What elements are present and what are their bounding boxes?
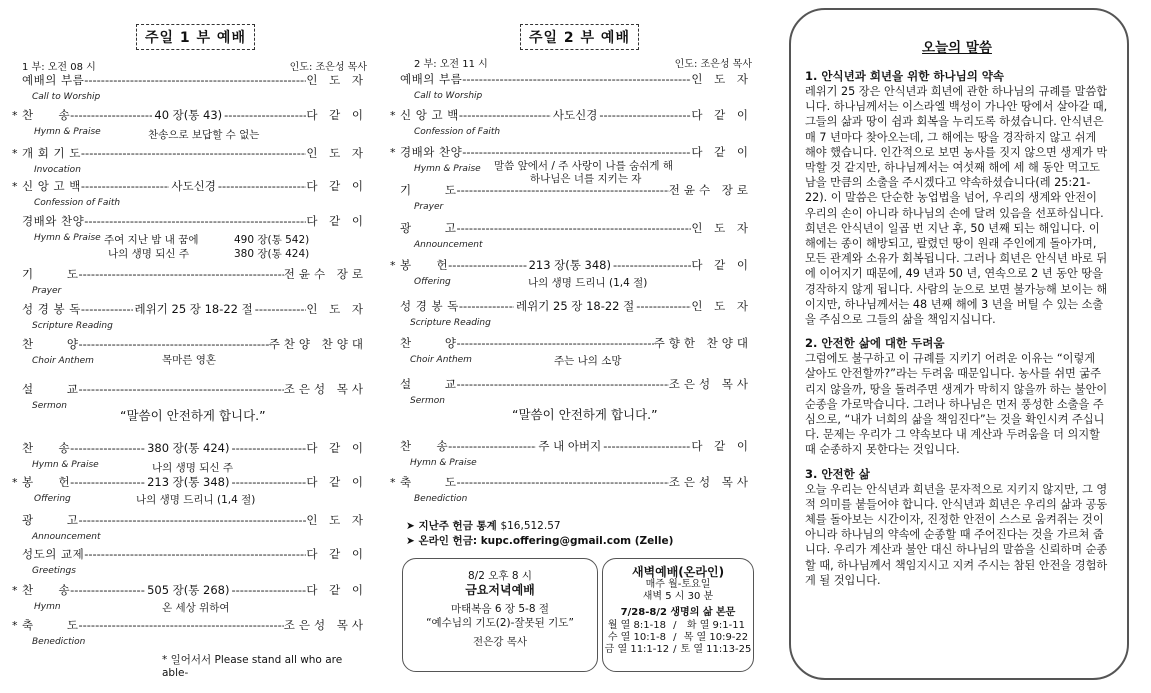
item-leader: 인 도 자 bbox=[306, 302, 368, 316]
item-english: Call to Worship bbox=[414, 91, 483, 101]
item-name: 찬 양 bbox=[400, 336, 457, 350]
order-item bbox=[400, 438, 752, 454]
item-leader: 다 같 이 bbox=[691, 439, 752, 453]
stand-marker: * bbox=[390, 146, 396, 159]
praise-note-2: 하나님은 너를 지키는 자 bbox=[530, 173, 642, 185]
item-english: Choir Anthem bbox=[410, 355, 472, 365]
leader-dots bbox=[78, 618, 283, 632]
item-leader: 다 같 이 bbox=[306, 179, 368, 193]
friday-preacher: 전은강 목사 bbox=[472, 636, 528, 648]
stand-marker: * bbox=[12, 180, 18, 193]
item-leader: 인 도 자 bbox=[306, 513, 367, 527]
leader-dots bbox=[70, 108, 152, 122]
item-leader: 다 같 이 bbox=[691, 108, 753, 122]
item-english: Confession of Faith bbox=[34, 198, 121, 208]
leader-dots bbox=[459, 108, 551, 122]
todays-word-panel bbox=[789, 8, 1129, 680]
item-name: 봉 헌 bbox=[400, 258, 449, 272]
item-leader: 조은성 목사 bbox=[668, 377, 752, 391]
reading-separator: / bbox=[673, 632, 677, 643]
order-item bbox=[22, 336, 367, 352]
item-leader: 다 같 이 bbox=[306, 441, 368, 455]
stand-marker: * bbox=[12, 584, 18, 597]
item-english: Hymn & Praise bbox=[34, 233, 101, 243]
friday-theme: “예수님의 기도(2)-잘못된 기도” bbox=[426, 617, 574, 629]
stand-marker: * bbox=[12, 619, 18, 632]
leader-dots bbox=[84, 547, 306, 561]
leader-dots bbox=[78, 382, 283, 396]
order-item bbox=[22, 440, 367, 456]
item-leader: 전윤수 장로 bbox=[668, 183, 752, 197]
order-item bbox=[390, 107, 753, 123]
item-name: 찬 송 bbox=[22, 108, 71, 122]
item-name: 성도의 교제 bbox=[22, 547, 85, 561]
item-detail: 213 장(통 348) bbox=[147, 475, 230, 489]
item-english: Prayer bbox=[414, 202, 444, 212]
offering-value: $16,512.57 bbox=[500, 520, 561, 532]
item-leader: 주찬양 찬양대 bbox=[268, 337, 367, 351]
stand-marker: * bbox=[390, 476, 396, 489]
online-offering: ➤ 온라인 헌금: kupc.offering@gmail.com (Zelle) bbox=[406, 535, 674, 547]
item-english: Benediction bbox=[414, 494, 468, 504]
item-name: 찬 송 bbox=[400, 439, 449, 453]
online-offering-label: 온라인 헌금: kupc.offering@gmail.com (Zelle) bbox=[418, 535, 674, 547]
praise-song-1 bbox=[104, 232, 310, 247]
leader-dots bbox=[78, 513, 306, 527]
leader-dots bbox=[218, 179, 307, 193]
service1-leader: 인도: 조은성 목사 bbox=[289, 62, 367, 73]
leader-dots bbox=[78, 267, 283, 281]
dawn-days: 매주 월-토요일 bbox=[645, 579, 711, 590]
item-english: Announcement bbox=[32, 532, 101, 542]
order-item bbox=[22, 266, 367, 282]
item-name: 기 도 bbox=[22, 267, 79, 281]
friday-passage: 마태복음 6 장 5-8 절 bbox=[450, 603, 550, 615]
item-note: 주는 나의 소망 bbox=[554, 355, 622, 367]
item-leader: 다 같 이 bbox=[306, 583, 368, 597]
item-english: Sermon bbox=[32, 401, 67, 411]
reading-entry: 금 열 11:1-12 bbox=[604, 644, 670, 655]
item-note: 목마른 영혼 bbox=[162, 354, 217, 366]
section-body: 오늘 우리는 안식년과 희년을 문자적으로 지키지 않지만, 그 영적 의미를 붙들어야 합니다. 안식년과 희년은 우리의 삶과 공동체를 돌아보는 시간이자, 진정한 안전이 스스로 움켜쥐는 것이 아니라 하나님의 약속에 순종할 때 주어진다는 것을 가르쳐 줍니다. 우리가 계산과 불안 대신 하나님의 말씀을 신뢰하며 순종할 때, 하나님께서 책임지시고 지켜 주시는 참된 안전을 경험하게 될 것입니다. bbox=[805, 482, 1108, 587]
item-english: Hymn & Praise bbox=[414, 164, 481, 174]
section-heading: 3. 안전한 삶 bbox=[805, 466, 870, 481]
order-item bbox=[12, 145, 367, 161]
item-leader: 다 같 이 bbox=[691, 258, 753, 272]
item-name: 설 교 bbox=[400, 377, 457, 391]
item-leader: 조은성 목사 bbox=[668, 475, 752, 489]
leader-dots bbox=[448, 258, 526, 272]
stand-footnote: * 일어서서 Please stand all who are able- bbox=[162, 654, 343, 679]
leader-dots bbox=[456, 336, 653, 350]
leader-dots bbox=[224, 108, 306, 122]
item-name: 찬 송 bbox=[22, 441, 71, 455]
item-name: 예배의 부름 bbox=[22, 73, 85, 87]
service1-sermon-title: “말씀이 안전하게 합니다.” bbox=[120, 408, 266, 423]
service1-title: 주일 1 부 예배 bbox=[136, 24, 255, 50]
order-item bbox=[22, 381, 367, 397]
offering-stats: ➤ 지난주 헌금 통계 $16,512.57 bbox=[406, 520, 561, 532]
service2-header bbox=[400, 55, 752, 70]
service2-leader: 인도: 조은성 목사 bbox=[674, 59, 752, 70]
leader-dots bbox=[81, 302, 133, 316]
item-english: Benediction bbox=[32, 637, 86, 647]
praise-song-number: 380 장(통 424) bbox=[234, 248, 310, 260]
leader-dots bbox=[84, 214, 306, 228]
order-item bbox=[390, 474, 752, 490]
order-item bbox=[400, 335, 752, 351]
item-detail: 213 장(통 348) bbox=[528, 258, 611, 272]
reading-entry: 토 열 11:13-25 bbox=[680, 644, 752, 655]
order-item bbox=[22, 546, 367, 562]
order-item bbox=[22, 512, 367, 528]
item-leader: 다 같 이 bbox=[306, 475, 368, 489]
item-detail: 레위기 25 장 18-22 절 bbox=[134, 302, 253, 316]
reading-entry: 월 열 8:1-18 bbox=[607, 620, 666, 631]
item-leader: 다 같 이 bbox=[306, 108, 368, 122]
leader-dots bbox=[459, 299, 514, 313]
item-detail: 사도신경 bbox=[552, 108, 598, 122]
item-name: 기 도 bbox=[400, 183, 457, 197]
reading-separator: / bbox=[673, 620, 677, 631]
order-item bbox=[12, 582, 368, 598]
item-leader: 인 도 자 bbox=[306, 73, 367, 87]
item-english: Hymn & Praise bbox=[410, 458, 477, 468]
item-leader: 다 같 이 bbox=[306, 547, 367, 561]
item-note: 온 세상 위하여 bbox=[162, 602, 230, 614]
item-note: 찬송으로 보답할 수 없는 bbox=[148, 129, 260, 141]
item-detail: 주 내 아버지 bbox=[538, 439, 602, 453]
section-heading: 1. 안식년과 희년을 위한 하나님의 약속 bbox=[805, 69, 1005, 83]
item-name: 설 교 bbox=[22, 382, 79, 396]
item-english: Call to Worship bbox=[32, 92, 101, 102]
item-name: 봉 헌 bbox=[22, 475, 71, 489]
dawn-title: 새벽예배(온라인) bbox=[631, 565, 725, 579]
item-english: Offering bbox=[414, 277, 451, 287]
item-english: Confession of Faith bbox=[414, 127, 501, 137]
section-body: 레위기 25 장은 안식년과 희년에 관한 하나님의 규례를 말씀합니다. 하나님께서는 이스라엘 백성이 가나안 땅에서 살아갈 때, 그들의 삶과 땅이 쉼과 회복을 누리도록 하셨습니다. 안식년은 매 7 년마다 찾아오는데, 그 해에는 땅을 경작하지 않고 쉬게 해야 했습니다. 인간적으로 보면 농사를 짓지 않으면 생계가 막막할 것 같지만, 하나님께서는 여섯째 해에 세 해 동안 먹고도 남을 만큼의 소출을 주시겠다고 약속하셨습니다(레 25:21-22). 이 말씀은 단순한 농업법을 넘어, 우리의 생계와 안전이 우리의 손이 아니라 하나님의 손에 달려 있음을 선포하십니다. 희년은 안식년이 일곱 번 지난 후, 50 년째 되는 해입니다. 이 해에는 종이 해방되고, 팔렸던 땅이 원래 주인에게 돌아가며, 모든 관계와 소유가 회복됩니다. 그러나 희년은 안식년 바로 뒤에 이어지기 때문에, 49 년과 50 년, 연속으로 2 년 동안 땅을 경작하지 않게 됩니다. 사람의 눈으로 보면 불가능해 보이는 해이지만, 하나님께서는 48 년째 해에 3 년을 버틸 수 있는 소출을 주심으로 그들의 삶을 책임지십니다. bbox=[805, 85, 1108, 327]
item-detail: 380 장(통 424) bbox=[147, 441, 230, 455]
item-english: Scripture Reading bbox=[32, 321, 113, 331]
item-name: 성 경 봉 독 bbox=[400, 299, 459, 313]
stand-marker: * bbox=[12, 476, 18, 489]
praise-song-title: 주여 지난 밤 내 꿈에 bbox=[104, 234, 199, 246]
item-name: 광 고 bbox=[400, 221, 457, 235]
item-leader: 다 같 이 bbox=[691, 145, 752, 159]
item-english: Announcement bbox=[414, 240, 483, 250]
item-leader: 인 도 자 bbox=[691, 299, 753, 313]
item-name: 예배의 부름 bbox=[400, 72, 463, 86]
leader-dots bbox=[255, 302, 307, 316]
item-name: 경배와 찬양 bbox=[400, 145, 463, 159]
order-item bbox=[400, 71, 752, 87]
service1-header bbox=[22, 58, 367, 73]
item-english: Hymn bbox=[34, 602, 61, 612]
order-item bbox=[22, 72, 367, 88]
item-name: 축 도 bbox=[22, 618, 79, 632]
item-leader: 인 도 자 bbox=[691, 221, 752, 235]
reading-entry: 화 열 9:1-11 bbox=[686, 620, 745, 631]
item-name: 신 앙 고 백 bbox=[22, 179, 81, 193]
item-detail: 레위기 25 장 18-22 절 bbox=[516, 299, 635, 313]
friday-title: 금요저녁예배 bbox=[465, 583, 535, 597]
service2-column bbox=[390, 0, 753, 693]
section-heading: 2. 안전한 삶에 대한 두려움 bbox=[805, 336, 945, 351]
leader-dots bbox=[231, 583, 306, 597]
stand-marker: * bbox=[390, 109, 396, 122]
item-leader: 주향한 찬양대 bbox=[653, 336, 752, 350]
item-note: 나의 생명 되신 주 bbox=[152, 462, 234, 474]
item-name: 찬 양 bbox=[22, 337, 79, 351]
leader-dots bbox=[636, 299, 691, 313]
leader-dots bbox=[231, 441, 306, 455]
item-detail: 40 장(통 43) bbox=[154, 108, 223, 122]
item-note: 나의 생명 드리니 (1,4 절) bbox=[528, 277, 648, 289]
item-leader: 전윤수 장로 bbox=[283, 267, 367, 281]
reading-entry: 수 열 10:1-8 bbox=[607, 632, 666, 643]
service1-time: 1 부: 오전 08 시 bbox=[22, 62, 96, 73]
stand-marker: * bbox=[390, 259, 396, 272]
item-english: Offering bbox=[34, 494, 71, 504]
order-item bbox=[12, 178, 368, 194]
service2-title: 주일 2 부 예배 bbox=[520, 24, 639, 50]
leader-dots bbox=[70, 441, 145, 455]
leader-dots bbox=[456, 475, 668, 489]
dawn-time: 새벽 5 시 30 분 bbox=[642, 591, 714, 602]
leader-dots bbox=[603, 439, 691, 453]
section-body: 그럼에도 불구하고 이 규례를 지키기 어려운 이유는 “이렇게 살아도 안전할까?”라는 두려움 때문입니다. 농사를 쉬면 굶주리지 않을까, 땅을 돌려주면 생계가 막히지 않을까 하는 불안이 순종을 가로막습니다. 그러나 하나님은 먼저 풍성한 소출을 주심으로, “내가 너희의 삶을 책임진다”는 것을 확인시켜 주십니다. 문제는 우리가 그 약속보다 내 계산과 두려움을 더 의지할 때 순종하지 못한다는 것입니다. bbox=[805, 352, 1108, 457]
praise-note-1: 말씀 앞에서 / 주 사랑이 나를 숨쉬게 해 bbox=[494, 160, 674, 172]
order-item bbox=[22, 301, 367, 317]
offering-label: 지난주 헌금 통계 bbox=[418, 520, 497, 532]
leader-dots bbox=[84, 73, 306, 87]
friday-date: 8/2 오후 8 시 bbox=[467, 570, 533, 582]
item-english: Scripture Reading bbox=[410, 318, 491, 328]
service1-column bbox=[12, 0, 368, 693]
reading-plan-title: 7/28-8/2 생명의 삶 본문 bbox=[620, 607, 736, 618]
item-english: Prayer bbox=[32, 286, 62, 296]
item-detail: 사도신경 bbox=[171, 179, 216, 193]
item-english: Greetings bbox=[32, 566, 76, 576]
leader-dots bbox=[81, 146, 306, 160]
item-leader: 조은성 목사 bbox=[283, 382, 367, 396]
item-english: Invocation bbox=[34, 165, 81, 175]
order-item bbox=[22, 213, 367, 229]
service2-sermon-title: “말씀이 안전하게 합니다.” bbox=[512, 407, 658, 422]
leader-dots bbox=[70, 475, 145, 489]
praise-song-2 bbox=[108, 246, 310, 261]
item-name: 축 도 bbox=[400, 475, 457, 489]
praise-song-title: 나의 생명 되신 주 bbox=[108, 248, 190, 260]
stand-marker: * bbox=[12, 147, 18, 160]
reading-separator: / bbox=[673, 644, 677, 655]
leader-dots bbox=[456, 377, 668, 391]
leader-dots bbox=[462, 72, 691, 86]
item-name: 광 고 bbox=[22, 513, 79, 527]
item-english: Hymn & Praise bbox=[32, 460, 99, 470]
todays-word-title: 오늘의 말씀 bbox=[922, 40, 992, 56]
dawn-service-box bbox=[602, 558, 754, 672]
reading-entry: 목 열 10:9-22 bbox=[683, 632, 749, 643]
order-item bbox=[12, 107, 368, 123]
item-name: 성 경 봉 독 bbox=[22, 302, 81, 316]
leader-dots bbox=[448, 439, 536, 453]
stand-marker: * bbox=[12, 109, 18, 122]
praise-song-number: 490 장(통 542) bbox=[234, 234, 310, 246]
leader-dots bbox=[78, 337, 268, 351]
leader-dots bbox=[81, 179, 170, 193]
service2-time: 2 부: 오전 11 시 bbox=[414, 59, 488, 70]
item-english: Hymn & Praise bbox=[34, 127, 101, 137]
order-item bbox=[400, 220, 752, 236]
order-item bbox=[12, 617, 367, 633]
item-leader: 인 도 자 bbox=[306, 146, 367, 160]
leader-dots bbox=[70, 583, 145, 597]
leader-dots bbox=[599, 108, 691, 122]
order-item bbox=[12, 474, 368, 490]
item-leader: 조은성 목사 bbox=[283, 618, 367, 632]
item-english: Choir Anthem bbox=[32, 356, 94, 366]
item-leader: 인 도 자 bbox=[691, 72, 752, 86]
leader-dots bbox=[231, 475, 306, 489]
leader-dots bbox=[613, 258, 691, 272]
item-name: 찬 송 bbox=[22, 583, 71, 597]
leader-dots bbox=[462, 145, 691, 159]
friday-service-box bbox=[402, 558, 598, 672]
item-name: 신 앙 고 백 bbox=[400, 108, 459, 122]
item-name: 경배와 찬양 bbox=[22, 214, 85, 228]
item-detail: 505 장(통 268) bbox=[147, 583, 230, 597]
item-leader: 다 같 이 bbox=[306, 214, 367, 228]
leader-dots bbox=[456, 221, 691, 235]
order-item bbox=[390, 257, 753, 273]
order-item bbox=[400, 376, 752, 392]
item-english: Sermon bbox=[410, 396, 445, 406]
item-note: 나의 생명 드리니 (1,4 절) bbox=[136, 494, 256, 506]
reading-plan bbox=[603, 620, 753, 656]
order-item bbox=[400, 298, 752, 314]
item-name: 개 회 기 도 bbox=[22, 146, 81, 160]
